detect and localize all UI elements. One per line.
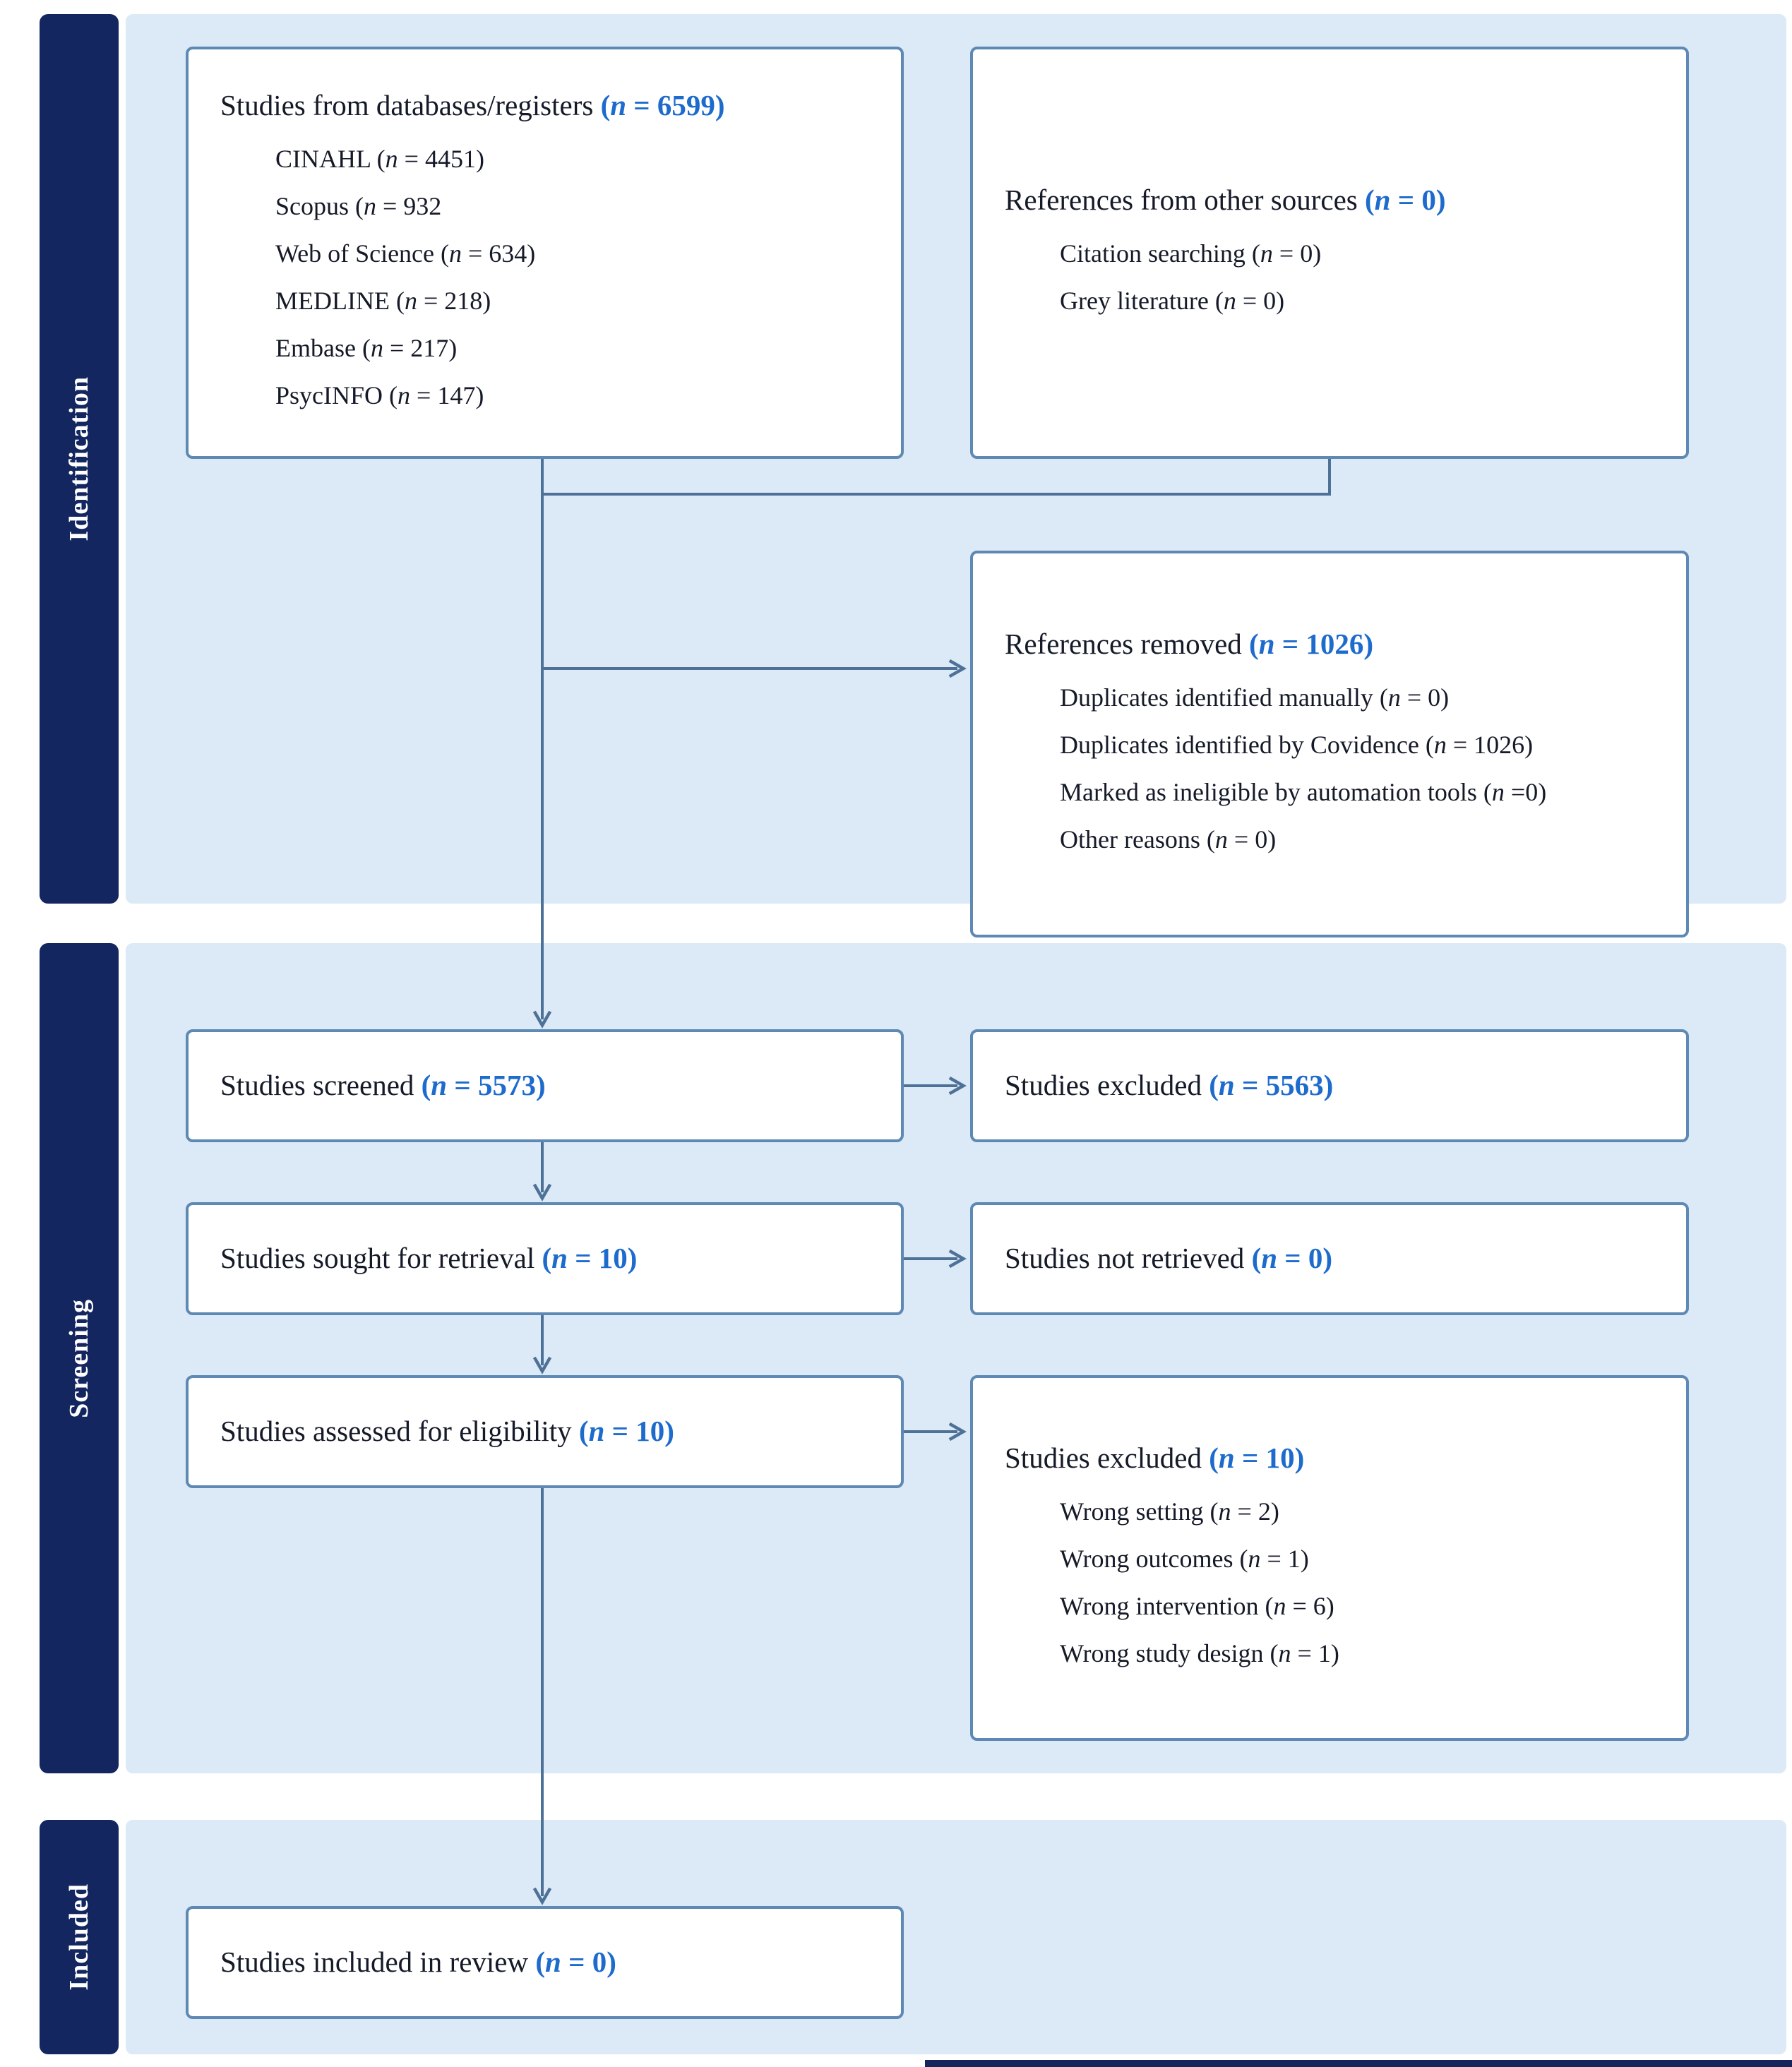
box-databases-items: [220, 136, 869, 419]
stage-identification: [40, 14, 119, 904]
box-not-retrieved: [970, 1202, 1689, 1315]
list-item: Grey literature (n = 0): [1060, 286, 1285, 315]
box-screened: [186, 1029, 904, 1142]
box-databases-title: Studies from databases/registers (n = 6599): [220, 89, 725, 122]
list-item: Embase (n = 217): [275, 333, 458, 362]
list-item: Citation searching (n = 0): [1060, 239, 1322, 268]
list-item: Duplicates identified by Covidence (n = 1026): [1060, 730, 1534, 759]
stage-included-label: Included: [64, 1883, 94, 1991]
list-item: Wrong outcomes (n = 1): [1060, 1544, 1309, 1573]
list-item: Duplicates identified manually (n = 0): [1060, 683, 1450, 712]
stage-included: [40, 1820, 119, 2054]
list-item: Web of Science (n = 634): [275, 239, 536, 268]
box-included-review: [186, 1906, 904, 2019]
box-assessed-eligibility-title: Studies assessed for eligibility (n = 10): [220, 1415, 674, 1448]
box-references-removed-items: [1005, 674, 1654, 863]
box-excluded-eligibility: [970, 1375, 1689, 1741]
box-included-review-title: Studies included in review (n = 0): [220, 1946, 616, 1979]
box-screened-title: Studies screened (n = 5573): [220, 1069, 546, 1102]
box-other-sources: [970, 47, 1689, 459]
box-references-removed-title: References removed (n = 1026): [1005, 628, 1374, 661]
stage-identification-label: Identification: [64, 376, 94, 541]
box-excluded-screening-title: Studies excluded (n = 5563): [1005, 1069, 1334, 1102]
box-excluded-screening: [970, 1029, 1689, 1142]
list-item: PsycINFO (n = 147): [275, 381, 484, 409]
list-item: MEDLINE (n = 218): [275, 286, 491, 315]
list-item: Wrong setting (n = 2): [1060, 1497, 1279, 1526]
stage-screening-label: Screening: [64, 1298, 94, 1418]
cropped-table-edge: [925, 2060, 1792, 2067]
list-item: Other reasons (n = 0): [1060, 825, 1277, 853]
list-item: Wrong intervention (n = 6): [1060, 1591, 1334, 1620]
box-sought-retrieval: [186, 1202, 904, 1315]
box-excluded-eligibility-title: Studies excluded (n = 10): [1005, 1442, 1305, 1475]
box-sought-retrieval-title: Studies sought for retrieval (n = 10): [220, 1242, 638, 1275]
list-item: Marked as ineligible by automation tools (n =0): [1060, 777, 1547, 806]
box-assessed-eligibility: [186, 1375, 904, 1488]
stage-screening: [40, 943, 119, 1773]
box-excluded-eligibility-items: [1005, 1488, 1654, 1677]
list-item: Scopus (n = 932: [275, 191, 442, 220]
box-databases: [186, 47, 904, 459]
list-item: CINAHL (n = 4451): [275, 144, 484, 173]
box-not-retrieved-title: Studies not retrieved (n = 0): [1005, 1242, 1333, 1275]
list-item: Wrong study design (n = 1): [1060, 1638, 1339, 1667]
box-other-sources-title: References from other sources (n = 0): [1005, 184, 1446, 217]
box-references-removed: [970, 551, 1689, 937]
box-other-sources-items: [1005, 230, 1654, 325]
